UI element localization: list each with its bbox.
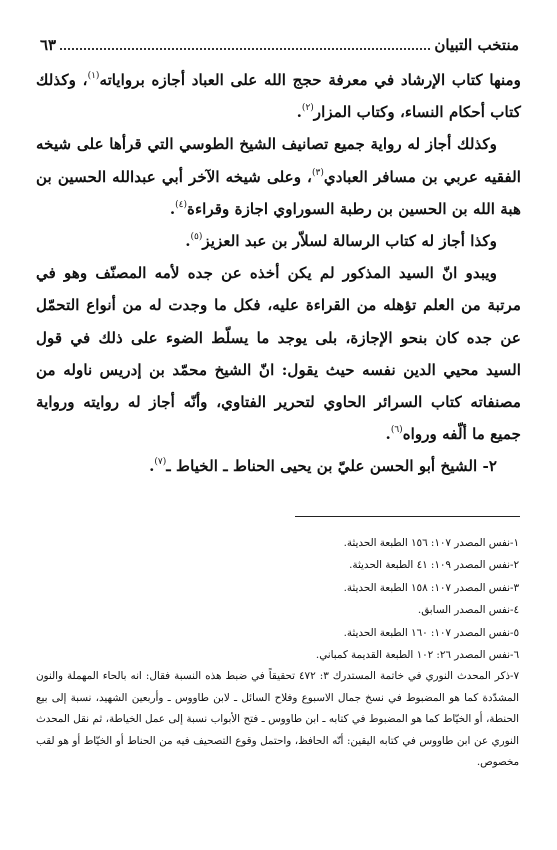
footnote-ref-3: (٣): [311, 167, 324, 178]
footnote-1: ١-نفس المصدر ١٠٧: ١٥٦ الطبعة الحديثة.: [343, 537, 519, 549]
page-number: ٦٣: [40, 36, 57, 54]
footnote-ref-1: (١): [87, 71, 100, 81]
paragraph-5: [36, 450, 521, 482]
paragraph-5-text: ٢- الشيخ أبو الحسن عليّ بن يحيى الحناط ـ الخياط ـ: [166, 457, 497, 476]
header-leader-dots: [60, 48, 430, 50]
running-title: منتخب التبيان: [434, 36, 519, 54]
paragraph-2-end: .: [169, 199, 176, 218]
running-header: [40, 30, 519, 54]
footnote-ref-5: (٥): [190, 232, 203, 243]
footnote-ref-6: (٦): [390, 425, 403, 436]
paragraph-1-text-a: ومنها كتاب الإرشاد في معرفة حجج الله على العباد أجازه برواياته: [99, 71, 522, 89]
paragraph-1: [36, 64, 521, 128]
footnote-7: ٧-ذكر المحدث النوري في خاتمة المستدرك ٣: ٤٧٢ تحقيقاً في ضبط هذه النسبة فقال: انه بالحاء المهملة والنون المشدّدة كما هو المضبوط في نسخ جمال الاسبوع وفلاح السائل ـ لابن طاووس ـ وأربعين الشهيد، نسبة إلى بيع الحنطة، أو الخيّاط كما هو المضبوط في كتابه ـ ابن طاووس ـ فتح الأبواب نسبة إلى عمل الخياطة، ثم نقل المحدث النوري عن ابن طاووس في كتابه اليقين: أنّه الحافظ، واحتمل وقوع التصحيف فيه من الحناط أو الخيّاط أو هو لقب مخصوص.: [36, 670, 519, 769]
footnote-4: ٤-نفس المصدر السابق.: [417, 604, 519, 617]
footnote-2: ٢-نفس المصدر ١٠٩: ٤١ الطبعة الحديثة.: [349, 559, 519, 572]
footnotes: [36, 532, 519, 774]
paragraph-2-text-a: وكذلك أجاز له رواية جميع تصانيف الشيخ الطوسي التي قرأها على شيخه الفقيه عربي بن مسافر العبادي: [36, 135, 521, 186]
footnote-ref-7: (٧): [154, 457, 167, 468]
paragraph-2: [36, 128, 521, 225]
footnote-3: ٣-نفس المصدر ١٠٧: ١٥٨ الطبعة الحديثة.: [343, 581, 519, 594]
paragraph-3-end: .: [185, 232, 191, 251]
paragraph-3: [36, 225, 521, 257]
paragraph-4-text: ويبدو انّ السيد المذكور لم يكن أخذه عن جده لأمه المصنّف وهو في مرتبة من العلم تؤهله من القراءة عليه، فكل ما وجدت له من أنواع التحمّل عن جده كان بنحو الإجازة، بلى يوجد ما يسلّط الضوء على ذلك في قول السيد محيي الدين نفسه حيث يقول: انّ الشيخ محمّد بن إدريس ناوله من مصنفاته كتاب السرائر الحاوي لتحرير الفتاوي، وأنّه أجاز له روايته ورواية جميع ما ألّفه ورواه: [36, 264, 521, 444]
paragraph-1-end: .: [296, 103, 302, 122]
paragraph-4-end: .: [385, 425, 391, 444]
footnote-5: ٥-نفس المصدر ١٠٧: ١٦٠ الطبعة الحديثة.: [343, 626, 519, 639]
paragraph-1-text-b: ، وكذلك كتاب أحكام النساء، وكتاب المزار: [36, 71, 521, 122]
paragraph-5-end: .: [149, 457, 155, 476]
paragraph-3-text: وكذا أجاز له كتاب الرسالة لسلاّر بن عبد العزيز: [202, 232, 497, 251]
paragraph-4: [36, 257, 521, 450]
footnote-ref-2: (٢): [301, 103, 314, 114]
main-text: [36, 64, 521, 483]
footnote-separator: [295, 516, 520, 517]
footnote-6: ٦-نفس المصدر ٢٦: ١٠٢ الطبعة القديمة كمباني.: [315, 649, 519, 662]
footnote-ref-4: (٤): [175, 199, 188, 210]
paragraph-2-text-b: ، وعلى شيخه الآخر أبي عبدالله الحسين بن هبة الله بن الحسين بن رطبة السوراوي اجازة وقراءة: [36, 167, 521, 218]
